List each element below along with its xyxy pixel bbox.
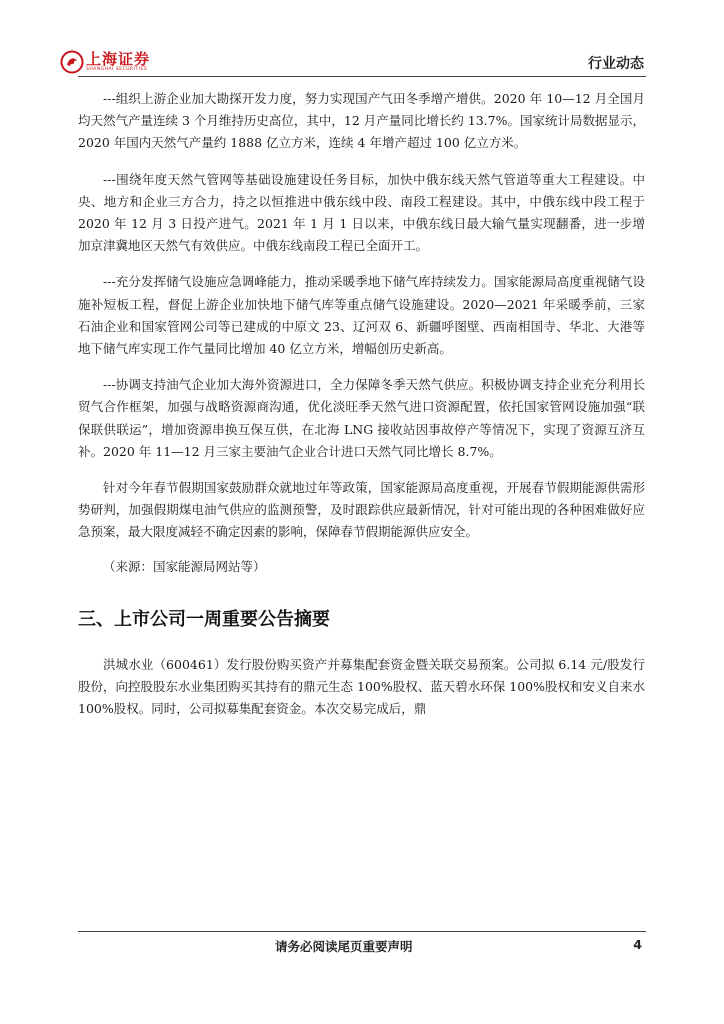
document-type-label: 行业动态: [588, 56, 644, 72]
company-logo: [60, 50, 150, 74]
disclaimer-note: 请务必阅读尾页重要声明: [275, 939, 413, 954]
page-body: [78, 88, 645, 734]
body-paragraph: ---围绕年度天然气管网等基础设施建设任务目标，加快中俄东线天然气管道等重大工程建设。中央、地方和企业三方合力，持之以恒推进中俄东线中段、南段工程建设。其中，中俄东线中段工程于 2020 年 12 月 3 日投产进气。2021 年 1 月 1 日以来，中俄东线日最大输气量实现翻番，进一步增加京津冀地区天然气有效供应。中俄东线南段工程已全面开工。: [78, 171, 645, 254]
section-heading: 三、上市公司一周重要公告摘要: [78, 608, 330, 630]
logo-text-en: SHANGHAI SECURITIES: [86, 66, 148, 72]
announcement-paragraph: 洪城水业（600461）发行股份购买资产并募集配套资金暨关联交易预案。公司拟 6.14 元/股发行股份，向控股股东水业集团购买其持有的鼎元生态 100%股权、蓝天碧水环保 100%股权和安义自来水 100%股权。同时，公司拟募集配套资金。本次交易完成后，鼎: [78, 656, 645, 717]
header-divider: [78, 76, 646, 77]
logo-text-cn: 上海证券: [86, 49, 151, 68]
page-header: [0, 0, 724, 80]
logo-emblem-icon: [60, 50, 84, 74]
page-number: 4: [633, 937, 642, 952]
body-paragraph: ---组织上游企业加大勘探开发力度，努力实现国产气田冬季增产增供。2020 年 10—12 月全国月均天然气产量连续 3 个月维持历史高位，其中，12 月产量同比增长约 13.7%。国家统计局数据显示，2020 年国内天然气产量约 1888 亿立方米，连续 4 年增产超过 100 亿立方米。: [78, 91, 645, 151]
footer-divider: [78, 931, 646, 932]
body-paragraph: 针对今年春节假期国家鼓励群众就地过年等政策，国家能源局高度重视，开展春节假期能源供需形势研判，加强假期煤电油气供应的监测预警，及时跟踪供应最新情况，针对可能出现的各种困难做好应急预案，最大限度减轻不确定因素的影响，保障春节假期能源供应安全。: [78, 480, 645, 540]
body-paragraph: ---协调支持油气企业加大海外资源进口，全力保障冬季天然气供应。积极协调支持企业充分利用长贸气合作框架，加强与战略资源商沟通，优化淡旺季天然气进口资源配置，依托国家管网设施加强“联保联供联运”，增加资源串换互保互供，在北海 LNG 接收站因事故停产等情况下，实现了资源互济互补。2020 年 11—12 月三家主要油气企业合计进口天然气同比增长 8.7%。: [78, 377, 645, 459]
body-paragraph: ---充分发挥储气设施应急调峰能力，推动采暖季地下储气库持续发力。国家能源局高度重视储气设施补短板工程，督促上游企业加快地下储气库等重点储气设施建设。2020—2021 年采暖季前，三家石油企业和国家管网公司等已建成的中原文 23、辽河双 6、新疆呼图壁、西南相国寺、华北、大港等地下储气库实现工作气量同比增加 40 亿立方米，增幅创历史新高。: [78, 274, 645, 357]
source-note: （来源：国家能源局网站等）: [103, 558, 266, 574]
